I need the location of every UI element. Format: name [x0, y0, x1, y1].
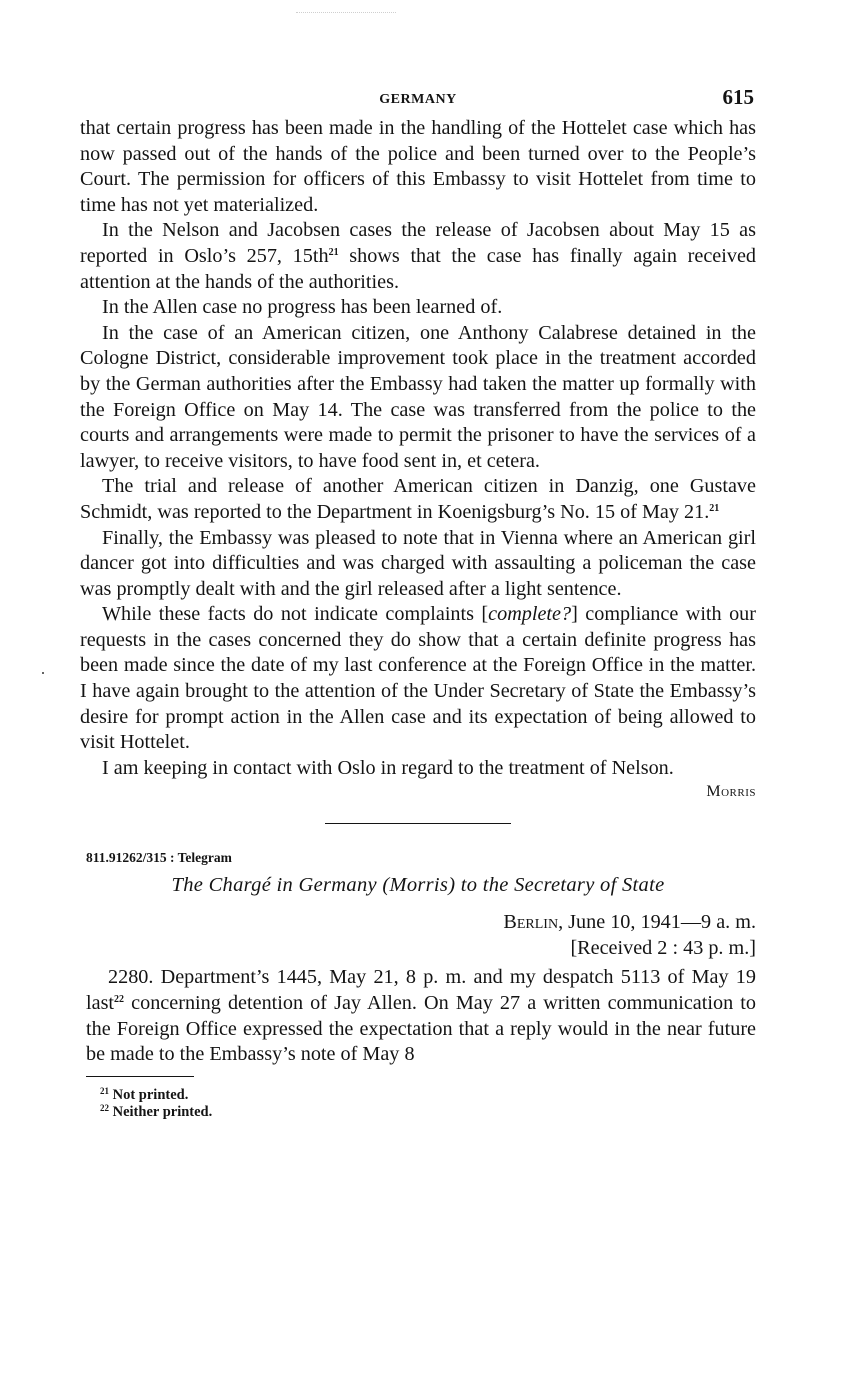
section-divider [325, 823, 511, 824]
footnote-text: Neither printed. [109, 1103, 213, 1120]
dateline [80, 909, 756, 961]
editorial-insertion: complete? [488, 603, 572, 626]
footnote-mark: 21 [100, 1085, 109, 1096]
footnote-mark: 22 [100, 1102, 109, 1113]
paragraph-text: The trial and release of another American citizen in Danzig, one Gustave Schmidt, was reported to the Department in Koenigsburg’s No. 15 of May 21. [80, 475, 756, 523]
signature: Morris [706, 783, 756, 801]
page [80, 80, 756, 1121]
letter-body [80, 116, 756, 801]
document-title [80, 874, 756, 897]
paragraph-progress [80, 602, 756, 756]
footnote-ref: 21 [328, 246, 339, 258]
paragraph-text: While these facts do not indicate complaints [ [102, 603, 489, 626]
paragraph-nelson-jacobsen [80, 218, 756, 295]
footnote [100, 1104, 756, 1121]
title-name: Morris [389, 874, 449, 897]
footnote-text: Not printed. [109, 1086, 189, 1103]
dateline-date: , June 10, 1941—9 a. m. [558, 911, 756, 934]
paragraph-calabrese: In the case of an American citizen, one Anthony Calabrese detained in the Cologne District, considerable improvement took place in the treatment accorded by the German authorities after the Embassy had taken the matter up formally with the Foreign Office on May 14. The case was transferred from the police to the courts and arrangements were made to permit the prisoner to have the services of a lawyer, to receive visitors, to have food sent in, et cetera. [80, 321, 756, 472]
file-reference: 811.91262/315 : Telegram [86, 850, 232, 866]
paragraph-text: concerning detention of Jay Allen. On May 27 a written communication to the Foreign Office expressed the expectation that a reply would in the near future be made to the Embassy’s note of May 8 [86, 992, 756, 1066]
paragraph-2280 [86, 965, 756, 1067]
title-text: ) to the Secretary of State [448, 874, 665, 897]
title-text: The Chargé in Germany ( [171, 874, 390, 897]
paragraph-text: In the Nelson and Jacobsen cases the release of Jacobsen about May 15 as reported in Oslo’s 257, 15th [80, 219, 756, 267]
paragraph-hottelet: that certain progress has been made in the handling of the Hottelet case which has now passed out of the hands of the police and been turned over to the People’s Court. The permission for officers of this Embassy to visit Hottelet from time to time has not yet materialized. [80, 117, 756, 216]
running-title: GERMANY [379, 92, 457, 107]
footnote [100, 1087, 756, 1104]
dateline-place: Berlin [503, 911, 559, 934]
footnote-ref: 21 [709, 502, 720, 514]
paragraph-schmidt [80, 474, 756, 525]
telegram-body [80, 965, 756, 1067]
footnote-divider [86, 1076, 194, 1077]
page-number: 615 [722, 85, 754, 109]
paragraph-text: 2280. Department’s 1445, May 21, 8 p. m. and my despatch 5113 of May 19 last [86, 966, 756, 1015]
running-head [80, 80, 756, 116]
paragraph-text: shows that the case has finally again received attention at the hands of the authorities. [80, 244, 756, 293]
footnote-ref: 22 [114, 994, 125, 1006]
scan-artifact [296, 12, 396, 14]
scan-speck [42, 672, 44, 674]
dateline-received: [Received 2 : 43 p. m.] [570, 937, 756, 960]
paragraph-allen: In the Allen case no progress has been learned of. [102, 296, 503, 319]
dateline-sent [80, 909, 756, 935]
paragraph-oslo: I am keeping in contact with Oslo in regard to the treatment of Nelson. [102, 756, 674, 779]
paragraph-text: ] compliance with our requests in the cases concerned they do show that a certain definite progress has been made since the date of my last conference at the Foreign Office in the matter. I have again brought to the attention of the Under Secretary of State the Embassy’s desire for prompt action in the Allen case and its expectation of being allowed to visit Hottelet. [80, 603, 756, 754]
footnotes [100, 1087, 756, 1121]
paragraph-vienna: Finally, the Embassy was pleased to note that in Vienna where an American girl dancer got into difficulties and was charged with assaulting a policeman the case was promptly dealt with and the girl released after a light sentence. [80, 526, 756, 600]
